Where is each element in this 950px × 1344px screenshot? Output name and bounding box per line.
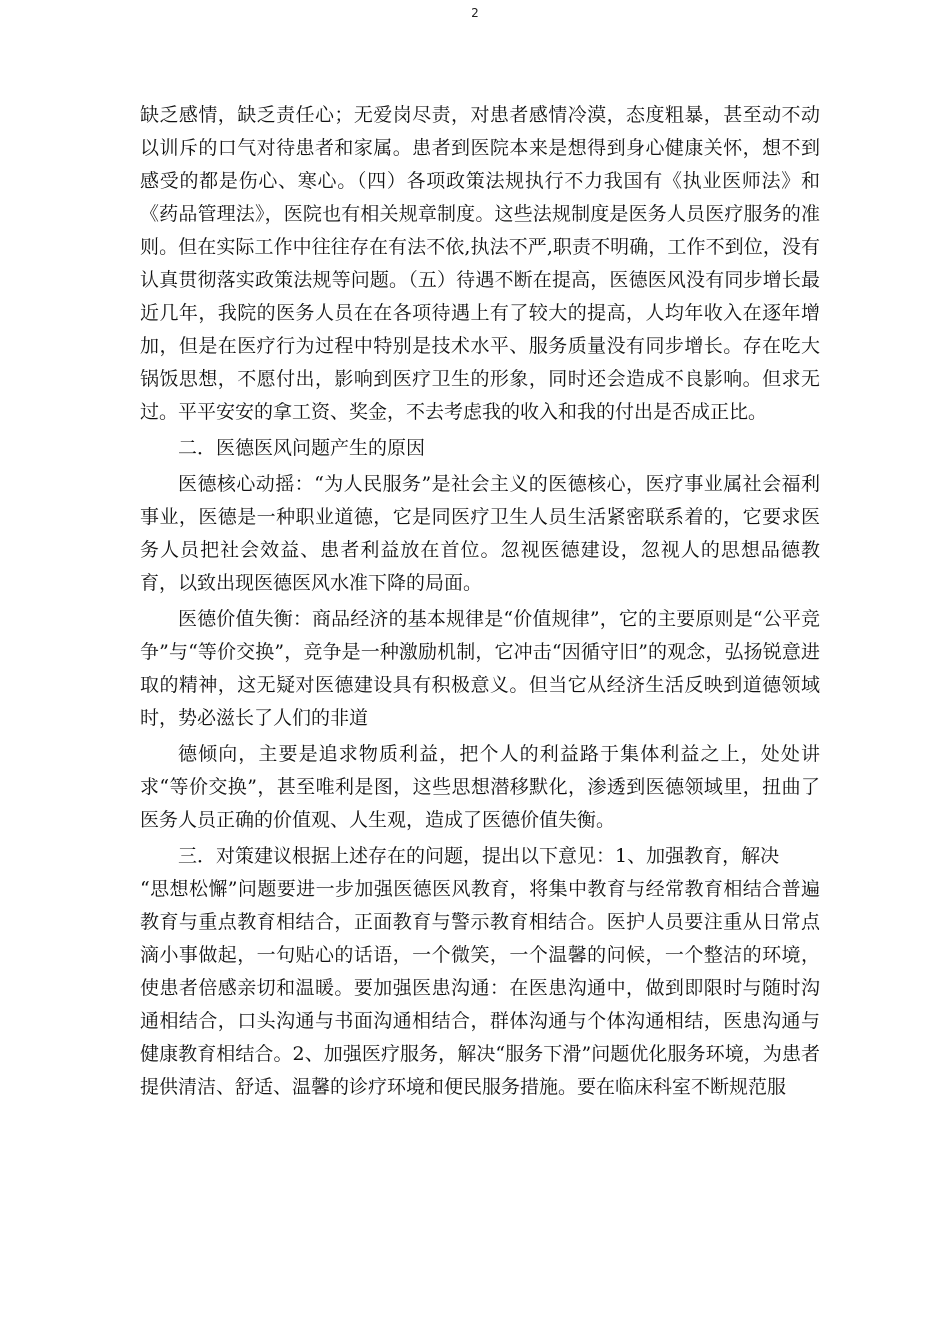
paragraph-countermeasures-body: “思想松懈”问题要进一步加强医德医风教育，将集中教育与经常教育相结合普遍教育与重点教育相结合，正面教育与警示教育相结合。医护人员要注重从日常点滴小事做起，一句贴心的话语，一个微笑，一个温馨的问候，一个整洁的环境，使患者倍感亲切和温暖。要加强医患沟通：在医患沟通中，做到即限时与随时沟通相结合，口头沟通与书面沟通相结合，群体沟通与个体沟通相结，医患沟通与健康教育相结合。2、加强医疗服务，解决“服务下滑”问题优化服务环境，为患者提供清洁、舒适、温馨的诊疗环境和便民服务措施。要在临床科室不断规范服 (140, 878, 820, 1098)
paragraph-value-imbalance-cont: 德倾向，主要是追求物质利益，把个人的利益路于集体利益之上，处处讲求“等价交换”，甚至唯利是图，这些思想潜移默化，渗透到医德领域里，扭曲了医务人员正确的价值观、人生观，造成了医德价值失衡。 (140, 743, 820, 831)
section-heading-countermeasures: 三．对策建议根据上述存在的问题，提出以下意见：1、加强教育，解决 (178, 845, 780, 867)
paragraph-core-shaken: 医德核心动摇：“为人民服务”是社会主义的医德核心，医疗事业属社会福利事业，医德是一种职业道德，它是同医疗卫生人员生活紧密联系着的，它要求医务人员把社会效益、患者利益放在首位。忽视医德建设，忽视人的思想品德教育，以致出现医德医风水准下降的局面。 (140, 473, 820, 594)
paragraph-continuation: 缺乏感情，缺乏责任心；无爱岗尽责，对患者感情冷漠，态度粗暴，甚至动不动以训斥的口气对待患者和家属。患者到医院本来是想得到身心健康关怀，想不到感受的都是伤心、寒心。（四）各项政策法规执行不力我国有《执业医师法》和《药品管理法》，医院也有相关规章制度。这些法规制度是医务人员医疗服务的准则。但在实际工作中往往存在有法不依,执法不严,职责不明确，工作不到位，没有认真贯彻落实政策法规等问题。（五）待遇不断在提高，医德医风没有同步增长最近几年，我院的医务人员在在各项待遇上有了较大的提高，人均年收入在逐年增加，但是在医疗行为过程中特别是技术水平、服务质量没有同步增长。存在吃大锅饭思想，不愿付出，影响到医疗卫生的形象，同时还会造成不良影响。但求无过。平平安安的拿工资、奖金，不去考虑我的收入和我的付出是否成正比。 (140, 104, 820, 423)
section-heading-causes: 二．医德医风问题产生的原因 (178, 437, 426, 459)
page-number: 2 (471, 6, 479, 20)
paragraph-value-imbalance: 医德价值失衡：商品经济的基本规律是“价值规律”，它的主要原则是“公平竞争”与“等价交换”，竞争是一种激励机制，它冲击“因循守旧”的观念，弘扬锐意进取的精神，这无疑对医德建设具有积极意义。但当它从经济生活反映到道德领域时，势必滋长了人们的非道 (140, 608, 820, 729)
document-body (140, 99, 820, 1104)
